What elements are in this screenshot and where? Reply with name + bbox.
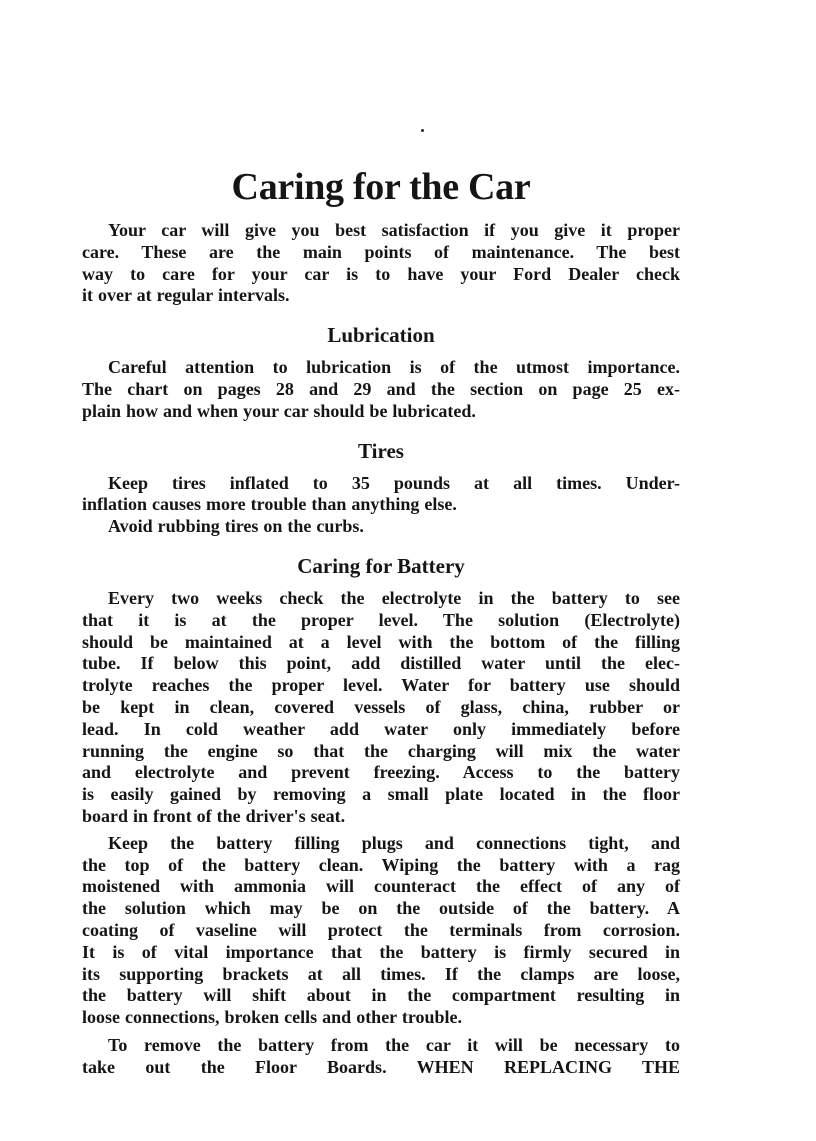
paragraph — [82, 833, 680, 1029]
page-title: Caring for the Car — [231, 166, 531, 208]
manual-page — [82, 166, 680, 1079]
text-line: is easily gained by removing a small plate located in the floor — [82, 784, 680, 805]
text-line: running the engine so that the charging will mix the water — [82, 740, 680, 761]
section-caring-for-battery — [82, 554, 680, 1079]
text-line: Your car will give you best satisfaction if you give it proper — [108, 220, 680, 240]
text-line: inflation causes more trouble than anything else. — [82, 494, 457, 515]
paragraph — [82, 220, 680, 307]
text-line: It is of vital importance that the battery is firmly secured in — [82, 941, 680, 962]
text-line: it over at regular intervals. — [82, 285, 290, 306]
text-line: should be maintained at a level with the bottom of the filling — [82, 631, 680, 652]
text-line: care. These are the main points of maintenance. The best — [82, 241, 680, 262]
text-line: the solution which may be on the outside of the battery. A — [82, 898, 680, 919]
section-heading-tires: Tires — [358, 438, 404, 463]
scan-artifact-dot — [421, 129, 424, 132]
text-line: Keep the battery filling plugs and connections tight, and — [108, 832, 680, 853]
text-line: the top of the battery clean. Wiping the battery with a rag — [82, 854, 680, 875]
text-line: and electrolyte and prevent freezing. Access to the battery — [82, 762, 680, 783]
section-heading-battery: Caring for Battery — [297, 553, 465, 578]
text-line: trolyte reaches the proper level. Water for battery use should — [82, 675, 680, 696]
text-line: coating of vaseline will protect the terminals from corrosion. — [82, 919, 680, 940]
paragraph — [82, 588, 680, 828]
text-line: Careful attention to lubrication is of the utmost importance. — [108, 357, 680, 378]
text-line: Every two weeks check the electrolyte in the battery to see — [108, 587, 680, 608]
text-line: moistened with ammonia will counteract the effect of any of — [82, 876, 680, 897]
text-line: take out the Floor Boards. WHEN REPLACING THE — [82, 1056, 680, 1077]
intro-section — [82, 220, 680, 307]
paragraph — [82, 357, 680, 422]
paragraph — [82, 473, 680, 517]
text-line: be kept in clean, covered vessels of glass, china, rubber or — [82, 696, 680, 717]
text-line: The chart on pages 28 and 29 and the section on page 25 ex- — [82, 378, 680, 399]
section-lubrication — [82, 323, 680, 422]
text-line: board in front of the driver's seat. — [82, 805, 346, 826]
text-line: lead. In cold weather add water only immediately before — [82, 718, 680, 739]
text-line: To remove the battery from the car it will be necessary to — [108, 1034, 680, 1055]
text-line: its supporting brackets at all times. If the clamps are loose, — [82, 963, 680, 984]
text-line: plain how and when your car should be lubricated. — [82, 400, 476, 421]
text-line: loose connections, broken cells and other trouble. — [82, 1007, 463, 1028]
section-heading-lubrication: Lubrication — [327, 323, 435, 348]
section-tires — [82, 439, 680, 538]
paragraph — [82, 1035, 680, 1079]
text-line: Keep tires inflated to 35 pounds at all times. Under- — [108, 472, 680, 493]
paragraph — [82, 516, 680, 538]
text-line: the battery will shift about in the compartment resulting in — [82, 985, 680, 1006]
text-line: tube. If below this point, add distilled water until the elec- — [82, 653, 680, 674]
text-line: Avoid rubbing tires on the curbs. — [108, 516, 364, 537]
text-line: that it is at the proper level. The solution (Electrolyte) — [82, 609, 680, 630]
text-line: way to care for your car is to have your Ford Dealer check — [82, 263, 680, 284]
